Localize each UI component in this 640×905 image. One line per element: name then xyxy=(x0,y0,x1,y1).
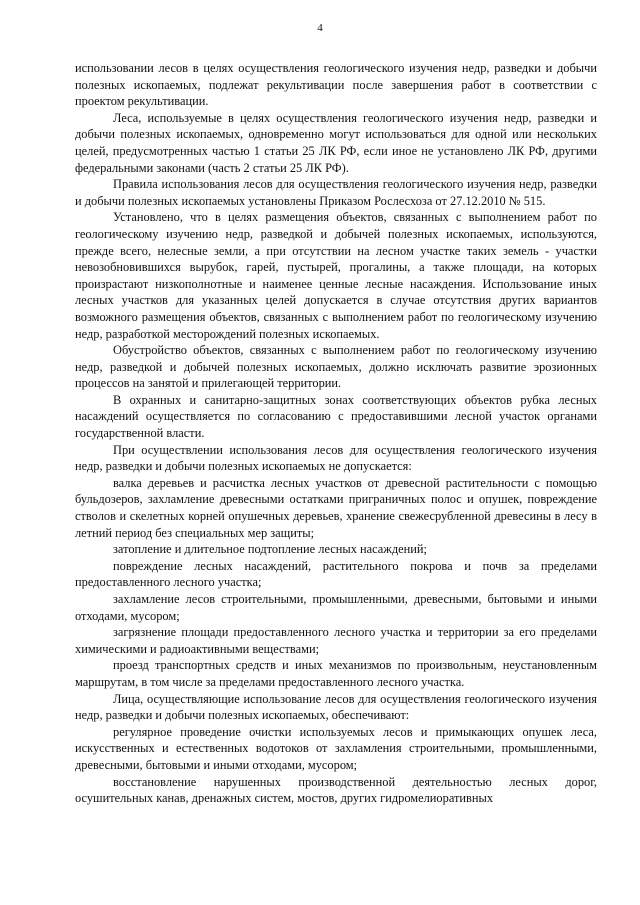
document-body xyxy=(75,60,597,807)
list-item: регулярное проведение очистки используемых лесов и примыкающих опушек леса, искусственных и естественных водотоков от захламления строительными, промышленными, древесными, бытовыми и иными отходами, мусором; xyxy=(75,724,597,772)
paragraph: При осуществлении использования лесов для осуществления геологического изучения недр, разведки и добычи полезных ископаемых не допускается: xyxy=(75,442,597,474)
list-item: захламление лесов строительными, промышленными, древесными, бытовыми и иными отходами, мусором; xyxy=(75,592,597,623)
paragraph: Лица, осуществляющие использование лесов для осуществления геологического изучения недр, разведки и добычи полезных ископаемых, обеспечивают: xyxy=(75,691,597,723)
paragraph: Правила использования лесов для осуществления геологического изучения недр, разведки и добычи полезных ископаемых установлены Приказом Рослесхоза от 27.12.2010 № 515. xyxy=(75,177,597,208)
page-number: 4 xyxy=(317,22,323,34)
list-item: валка деревьев и расчистка лесных участков от древесной растительности с помощью бульдозеров, захламление древесными остатками приграничных полос и опушек, повреждение стволов и скелетных корней опушечных деревьев, хранение свежесрубленной древесины в лесу в летний период без специальных мер защиты; xyxy=(75,475,597,540)
list-item: затопление и длительное подтопление лесных насаждений; xyxy=(113,542,427,557)
paragraph: В охранных и санитарно-защитных зонах соответствующих объектов рубка лесных насаждений осуществляется по согласованию с предоставившими лесной участок органами государственной власти. xyxy=(75,392,597,441)
list-item: повреждение лесных насаждений, растительного покрова и почв за пределами предоставленного лесного участка; xyxy=(75,558,597,590)
list-item: восстановление нарушенных производственной деятельностью лесных дорог, осушительных канав, дренажных систем, мостов, других гидромелиоративных xyxy=(75,774,597,806)
paragraph: Леса, используемые в целях осуществления геологического изучения недр, разведки и добычи полезных ископаемых, одновременно могут использоваться для одной или нескольких целей, предусмотренных частью 1 статьи 25 ЛК РФ, если иное не установлено ЛК РФ, другими федеральными законами (часть 2 статьи 25 ЛК РФ). xyxy=(75,110,597,175)
paragraph: Обустройство объектов, связанных с выполнением работ по геологическому изучению недр, разведкой и добычей полезных ископаемых, должно исключать развитие эрозионных процессов на занятой и прилегающей территории. xyxy=(75,343,597,391)
list-item: проезд транспортных средств и иных механизмов по произвольным, неустановленным маршрутам, в том числе за пределами предоставленного лесного участка. xyxy=(75,658,597,689)
list-item: загрязнение площади предоставленного лесного участка и территории за его пределами химическими и радиоактивными веществами; xyxy=(75,625,597,656)
paragraph: Установлено, что в целях размещения объектов, связанных с выполнением работ по геологическому изучению недр, разведкой и добычей полезных ископаемых, используются, прежде всего, нелесные земли, а при отсутствии на лесном участке таких земель - участки невозобновившихся вырубок, гарей, пустырей, прогалины, а также площади, на которых произрастают низкополнотные и наименее ценные лесные насаждения. Использование иных лесных участков для указанных целей допускается в случае отсутствия других вариантов возможного размещения объектов, связанных с выполнением работ по геологическому изучению недр, разработкой месторождений полезных ископаемых. xyxy=(75,210,597,341)
paragraph-continuation: использовании лесов в целях осуществления геологического изучения недр, разведки и добычи полезных ископаемых, подлежат рекультивации после завершения работ в соответствии с проектом рекультивации. xyxy=(75,61,597,109)
